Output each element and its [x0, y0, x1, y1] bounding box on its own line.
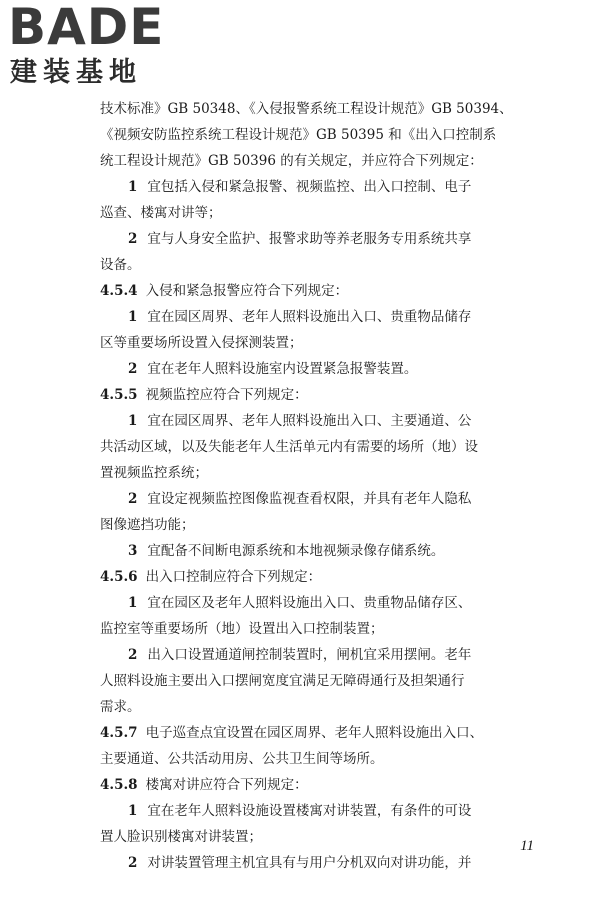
- item-number: 1: [128, 803, 138, 819]
- item-number: 3: [128, 543, 138, 559]
- text-line: [100, 304, 540, 330]
- text-line: [100, 512, 540, 538]
- line-text: 置人脸识别楼寓对讲装置；: [100, 829, 262, 845]
- line-text: 置视频监控系统；: [100, 465, 208, 481]
- item-text: 宜配备不间断电源系统和本地视频录像存储系统。: [147, 543, 445, 559]
- text-line: [100, 798, 540, 824]
- item-text: 宜在园区及老年人照料设施出入口、贵重物品储存区、: [147, 595, 472, 611]
- text-line: [100, 486, 540, 512]
- item-text: 宜与人身安全监护、报警求助等养老服务专用系统共享: [147, 231, 472, 247]
- line-text: 统工程设计规范》GB 50396 的有关规定，并应符合下列规定：: [100, 153, 483, 169]
- text-line: [100, 122, 540, 148]
- clause-number: 4.5.6: [100, 569, 138, 585]
- clause-heading: 楼寓对讲应符合下列规定：: [145, 777, 308, 793]
- clause-number: 4.5.5: [100, 387, 138, 403]
- text-line: [100, 174, 540, 200]
- line-text: 技术标准》GB 50348、《入侵报警系统工程设计规范》GB 50394、: [100, 101, 513, 117]
- line-text: 设备。: [100, 257, 141, 273]
- line-text: 监控室等重要场所（地）设置出入口控制装置；: [100, 621, 384, 637]
- item-number: 2: [128, 361, 138, 377]
- item-number: 2: [128, 855, 138, 871]
- document-body: [100, 96, 540, 876]
- line-text: 主要通道、公共活动用房、公共卫生间等场所。: [100, 751, 384, 767]
- text-line: [100, 538, 540, 564]
- item-text: 宜设定视频监控图像监视查看权限，并具有老年人隐私: [147, 491, 472, 507]
- item-number: 2: [128, 647, 138, 663]
- item-text: 宜在老年人照料设施设置楼寓对讲装置，有条件的可设: [147, 803, 472, 819]
- line-text: 图像遮挡功能；: [100, 517, 195, 533]
- line-text: 需求。: [100, 699, 141, 715]
- text-line: [100, 746, 540, 772]
- page-number: 11: [520, 838, 534, 854]
- item-text: 宜在园区周界、老年人照料设施出入口、主要通道、公: [147, 413, 472, 429]
- item-text: 出入口设置通道闸控制装置时，闸机宜采用摆闸。老年: [147, 647, 472, 663]
- item-text: 宜包括入侵和紧急报警、视频监控、出入口控制、电子: [147, 179, 472, 195]
- text-line: [100, 382, 540, 408]
- clause-heading: 视频监控应符合下列规定：: [145, 387, 308, 403]
- text-line: [100, 824, 540, 850]
- text-line: [100, 460, 540, 486]
- text-line: [100, 148, 540, 174]
- clause-heading: 出入口控制应符合下列规定：: [145, 569, 322, 585]
- clause-number: 4.5.7: [100, 725, 138, 741]
- line-text: 人照料设施主要出入口摆闸宽度宜满足无障碍通行及担架通行: [100, 673, 465, 689]
- item-number: 2: [128, 231, 138, 247]
- item-number: 2: [128, 491, 138, 507]
- text-line: [100, 694, 540, 720]
- clause-number: 4.5.4: [100, 283, 138, 299]
- text-line: [100, 720, 540, 746]
- text-line: [100, 356, 540, 382]
- text-line: [100, 668, 540, 694]
- text-line: [100, 226, 540, 252]
- bade-logo: [8, 2, 183, 94]
- clause-number: 4.5.8: [100, 777, 138, 793]
- line-text: 区等重要场所设置入侵探测装置；: [100, 335, 303, 351]
- text-line: [100, 200, 540, 226]
- item-text: 宜在老年人照料设施室内设置紧急报警装置。: [147, 361, 418, 377]
- text-line: [100, 616, 540, 642]
- line-text: 巡查、楼寓对讲等；: [100, 205, 222, 221]
- text-line: [100, 850, 540, 876]
- item-number: 1: [128, 413, 138, 429]
- text-line: [100, 330, 540, 356]
- item-number: 1: [128, 309, 138, 325]
- text-line: [100, 642, 540, 668]
- text-line: [100, 96, 540, 122]
- clause-heading: 电子巡查点宜设置在园区周界、老年人照料设施出入口、: [145, 725, 484, 741]
- text-line: [100, 590, 540, 616]
- text-line: [100, 252, 540, 278]
- clause-heading: 入侵和紧急报警应符合下列规定：: [145, 283, 349, 299]
- item-text: 宜在园区周界、老年人照料设施出入口、贵重物品储存: [147, 309, 472, 325]
- text-line: [100, 772, 540, 798]
- item-number: 1: [128, 179, 138, 195]
- line-text: 共活动区域，以及失能老年人生活单元内有需要的场所（地）设: [100, 439, 478, 455]
- text-line: [100, 278, 540, 304]
- item-text: 对讲装置管理主机宜具有与用户分机双向对讲功能，并: [147, 855, 472, 871]
- text-line: [100, 564, 540, 590]
- item-number: 1: [128, 595, 138, 611]
- text-line: [100, 408, 540, 434]
- line-text: 《视频安防监控系统工程设计规范》GB 50395 和《出入口控制系: [100, 127, 497, 143]
- logo-brand-text: BADE: [8, 0, 165, 56]
- text-line: [100, 434, 540, 460]
- logo-chinese-text: 建装基地: [10, 57, 142, 88]
